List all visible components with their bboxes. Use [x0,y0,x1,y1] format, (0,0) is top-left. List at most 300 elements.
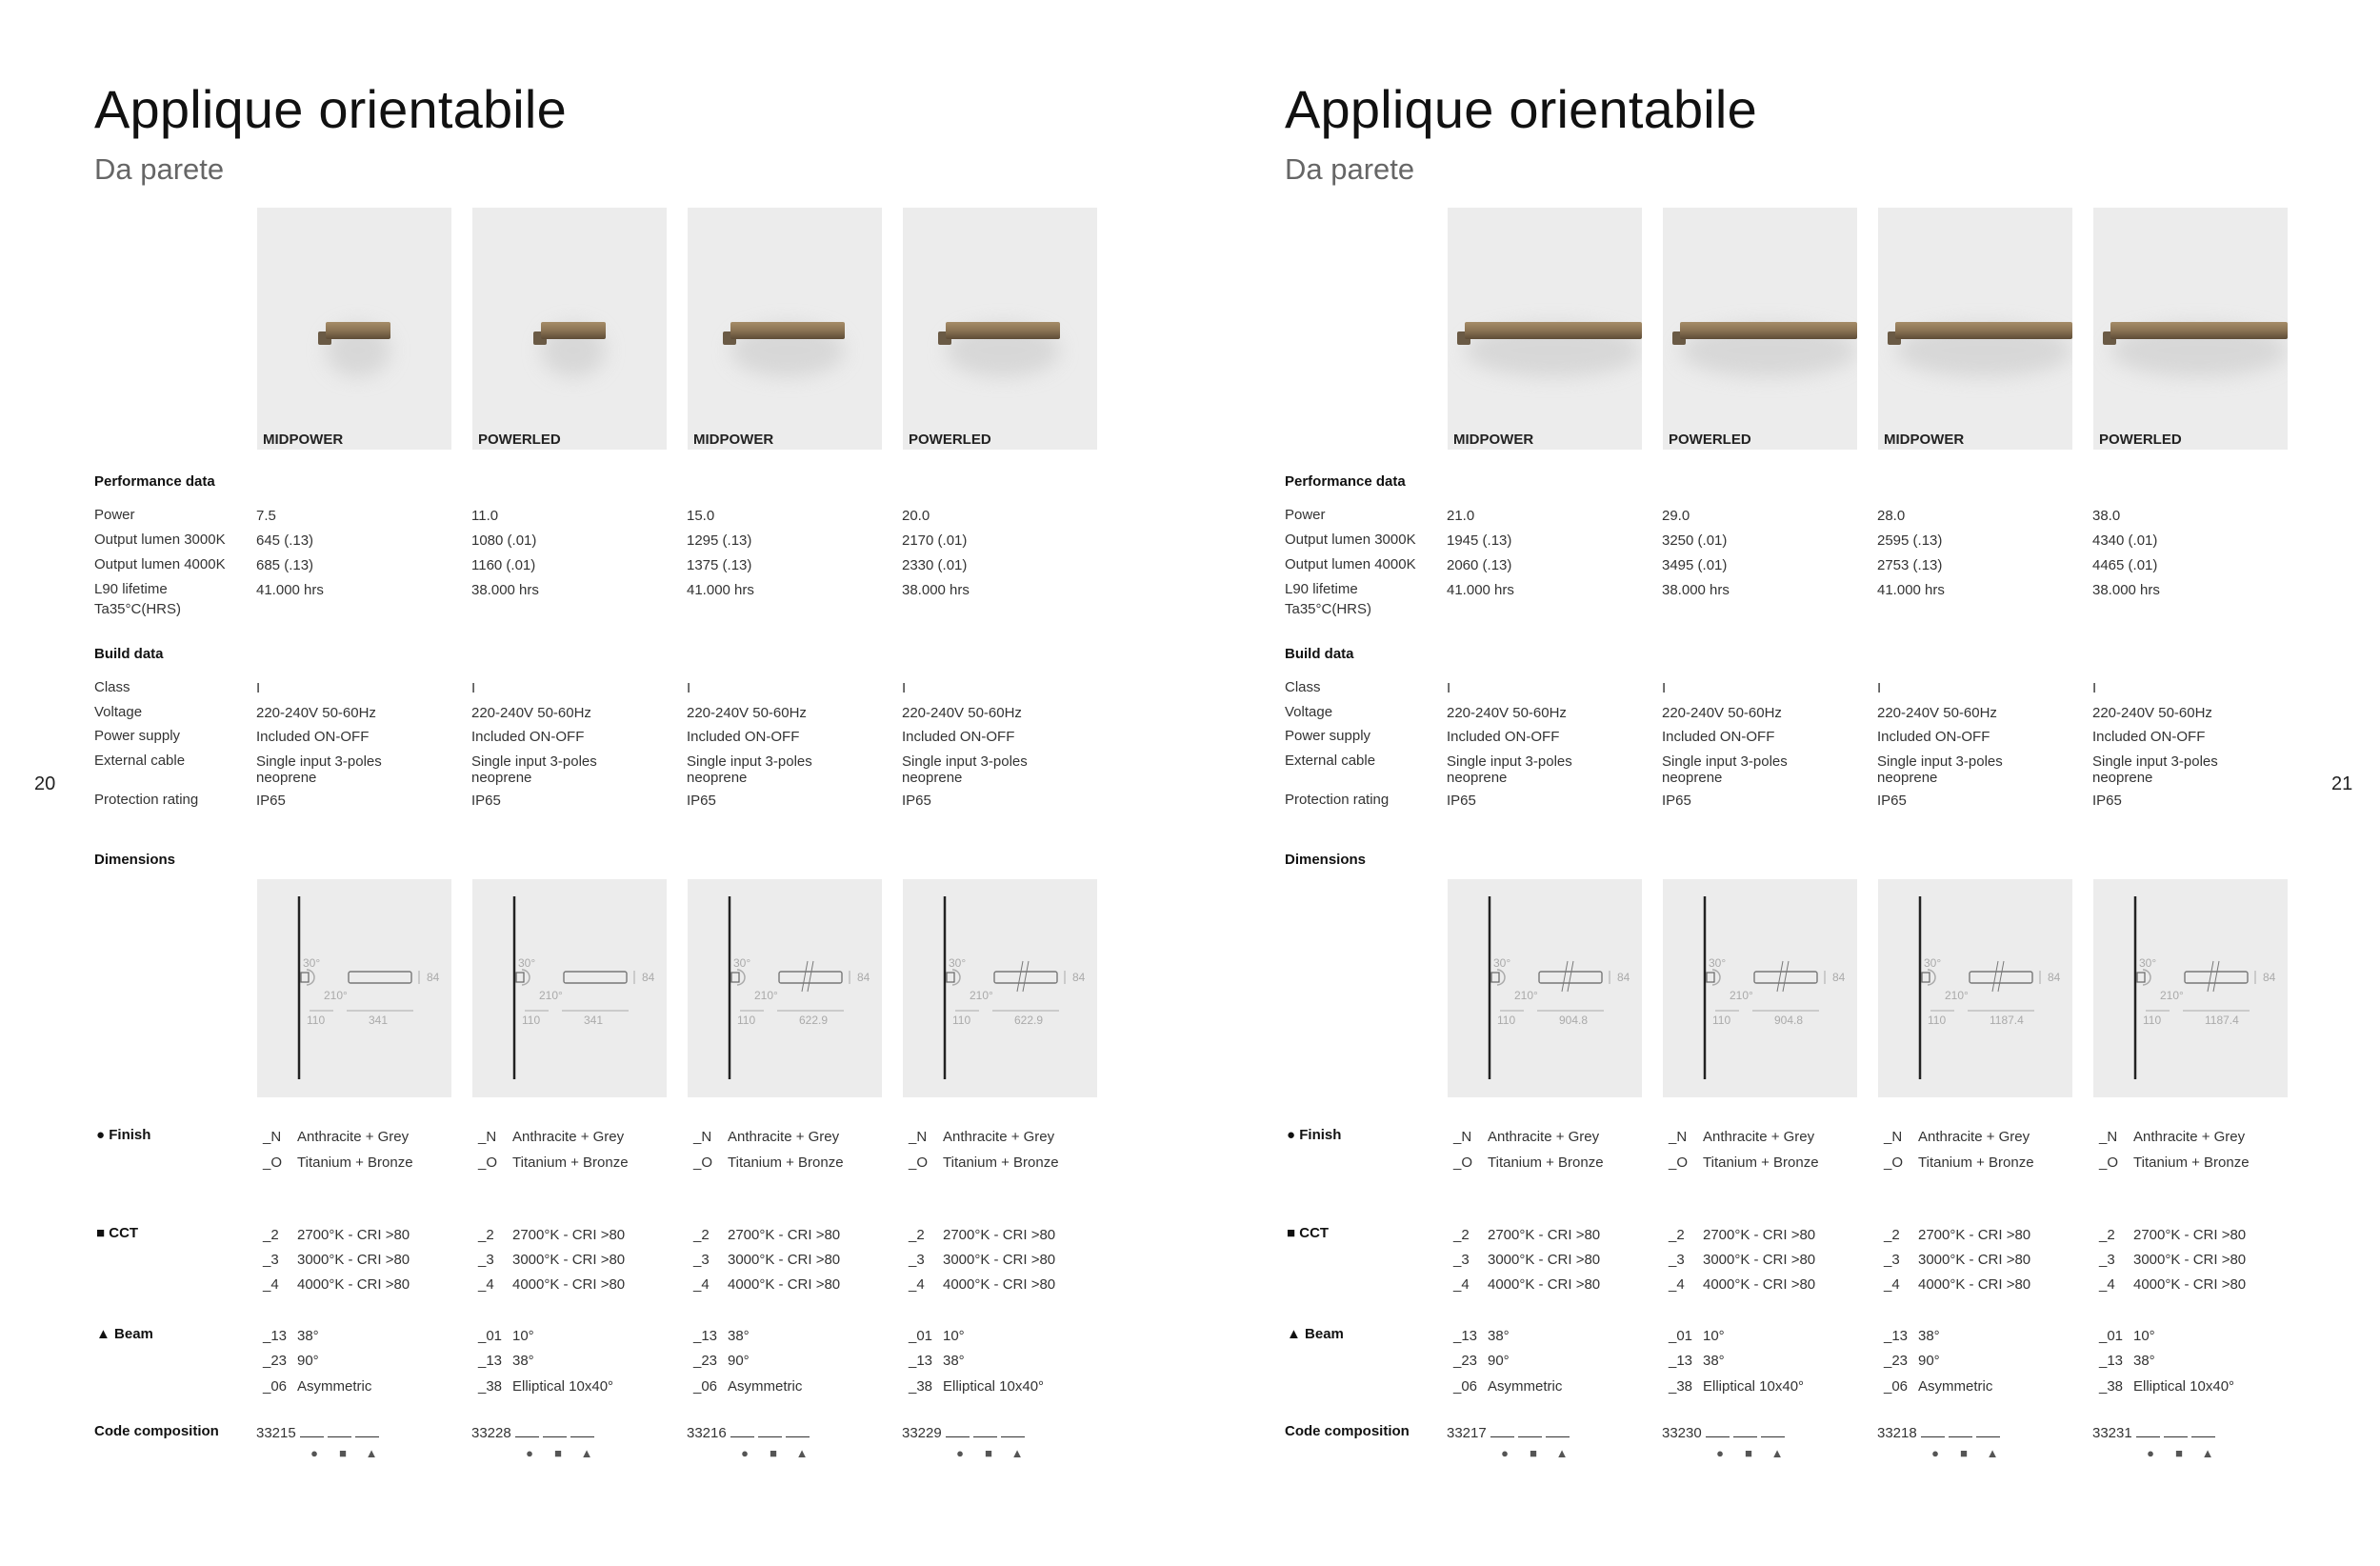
code-blank [786,1425,810,1437]
finish-label: Finish [1299,1127,1342,1143]
finish-option-code: _O [263,1154,283,1171]
product-photo [688,208,882,450]
cct-option-code: _2 [693,1227,710,1243]
performance-row-label: L90 lifetime [94,581,168,597]
perf-value-lifetime: 38.000 hrs [902,582,970,598]
dimension-drawing [688,879,882,1097]
dimension-value-len: 341 [369,1014,389,1027]
product-variant-label: MIDPOWER [693,432,774,448]
finish-option-value: Titanium + Bronze [2133,1154,2250,1171]
code-blank [543,1425,567,1437]
dimension-value-d: 110 [522,1014,541,1027]
perf-value-power: 15.0 [687,508,715,524]
finish-option-value: Titanium + Bronze [297,1154,413,1171]
build-row-label: Protection rating [1285,792,1390,808]
build-value-cable1: Single input 3-poles [1447,753,1572,770]
joint [301,973,309,982]
build-value-class: I [1662,680,1667,696]
cct-option-code: _2 [1453,1227,1470,1243]
product-variant-label: POWERLED [1669,432,1751,448]
dimension-value-h: 84 [2048,971,2061,984]
cct-option-code: _2 [263,1227,279,1243]
perf-value-lumen4000: 2060 (.13) [1447,557,1512,573]
joint [1922,973,1930,982]
perf-value-lumen3000: 1945 (.13) [1447,532,1512,549]
break-line [2213,961,2219,992]
code-blank [1001,1425,1025,1437]
build-row-label: Voltage [94,704,143,720]
code-blank [1733,1425,1757,1437]
beam-option-value: Elliptical 10x40° [943,1378,1045,1395]
dimension-value-a210: 210° [970,989,993,1002]
beam-option-code: _23 [1453,1353,1478,1369]
build-value-cable2: neoprene [1447,770,1508,786]
page-title: Applique orientabile [94,79,567,139]
cct-option-code: _2 [478,1227,494,1243]
dimension-value-h: 84 [427,971,440,984]
finish-option-code: _N [909,1129,928,1145]
dimension-value-h: 84 [1832,971,1846,984]
beam-option-value: 38° [1488,1328,1510,1344]
build-value-cable1: Single input 3-poles [471,753,597,770]
finish-option-code: _N [1884,1129,1903,1145]
finish-option-value: Titanium + Bronze [1918,1154,2034,1171]
cct-option-code: _4 [2099,1276,2115,1293]
cct-option-value: 4000°K - CRI >80 [943,1276,1056,1293]
build-value-supply: Included ON-OFF [471,729,585,745]
lamp-bar [1465,322,1642,339]
perf-value-lifetime: 38.000 hrs [1662,582,1730,598]
dimension-value-a210: 210° [2160,989,2184,1002]
build-value-cable1: Single input 3-poles [256,753,382,770]
perf-value-lumen3000: 2595 (.13) [1877,532,1943,549]
finish-option-code: _O [1884,1154,1904,1171]
beam-option-value: 10° [1703,1328,1725,1344]
cct-option-code: _3 [1669,1252,1685,1268]
circle-icon: ● [310,1446,318,1460]
dimension-value-h: 84 [2263,971,2276,984]
beam-option-code: _06 [263,1378,288,1395]
dimension-value-len: 341 [584,1014,604,1027]
build-row-label: Protection rating [94,792,199,808]
cct-option-heading [96,1225,138,1241]
code-blank [758,1425,782,1437]
perf-value-power: 11.0 [471,508,499,524]
cct-option-value: 2700°K - CRI >80 [1703,1227,1816,1243]
beam-option-value: 38° [1918,1328,1940,1344]
triangle-icon: ▲ [795,1446,809,1460]
cct-option-value: 3000°K - CRI >80 [943,1252,1056,1268]
code-composition [1662,1425,1785,1441]
joint [1491,973,1499,982]
perf-value-lumen4000: 685 (.13) [256,557,314,573]
build-value-class: I [902,680,907,696]
build-value-cable2: neoprene [1662,770,1723,786]
build-row-label: Class [1285,679,1321,695]
circle-icon: ● [96,1127,106,1143]
joint [947,973,954,982]
perf-value-lifetime: 41.000 hrs [1877,582,1945,598]
dimension-value-d: 110 [2143,1014,2162,1027]
product-code: 33231 [2092,1425,2132,1441]
break-line [1568,961,1573,992]
lamp-bar [2110,322,2288,339]
finish-option-code: _N [2099,1129,2118,1145]
page-title: Applique orientabile [1285,79,1757,139]
bar-outline [349,972,411,983]
lamp-bar [1895,322,2072,339]
performance-data-heading: Performance data [94,473,215,490]
cct-option-value: 4000°K - CRI >80 [1918,1276,2031,1293]
beam-option-value: 38° [728,1328,750,1344]
cct-option-value: 3000°K - CRI >80 [2133,1252,2247,1268]
finish-option-code: _O [909,1154,929,1171]
performance-row-label: Power [1285,507,1326,523]
code-composition-heading: Code composition [1285,1423,1410,1439]
dimension-value-len: 904.8 [1559,1014,1589,1027]
product-variant-label: POWERLED [2099,432,2182,448]
dimension-value-a30: 30° [1709,956,1727,970]
build-value-supply: Included ON-OFF [1662,729,1775,745]
build-data-heading: Build data [94,646,164,662]
cct-option-value: 2700°K - CRI >80 [1488,1227,1601,1243]
cct-option-value: 3000°K - CRI >80 [512,1252,626,1268]
code-composition [2092,1425,2215,1441]
lamp-bar [541,322,606,339]
perf-value-lumen3000: 1080 (.01) [471,532,537,549]
finish-option-value: Anthracite + Grey [1918,1129,2030,1145]
build-value-cable1: Single input 3-poles [2092,753,2218,770]
beam-option-code: _13 [263,1328,288,1344]
dimension-drawing [1663,879,1857,1097]
perf-value-lumen4000: 4465 (.01) [2092,557,2158,573]
product-photo [1663,208,1857,450]
product-photo [1878,208,2072,450]
beam-option-code: _13 [1884,1328,1909,1344]
cct-option-code: _4 [693,1276,710,1293]
build-row-label: External cable [1285,753,1376,769]
product-variant-label: POWERLED [909,432,991,448]
product-photo [2093,208,2288,450]
beam-option-code: _38 [2099,1378,2124,1395]
perf-value-lumen3000: 645 (.13) [256,532,314,549]
dimension-value-h: 84 [1617,971,1630,984]
build-value-class: I [471,680,476,696]
product-code: 33215 [256,1425,296,1441]
beam-option-code: _23 [693,1353,718,1369]
triangle-icon: ▲ [1287,1326,1301,1342]
beam-option-code: _13 [2099,1353,2124,1369]
perf-value-lumen3000: 1295 (.13) [687,532,752,549]
beam-option-value: 38° [943,1353,965,1369]
beam-option-code: _06 [693,1378,718,1395]
finish-option-code: _O [693,1154,713,1171]
cct-option-value: 2700°K - CRI >80 [2133,1227,2247,1243]
dimension-value-a210: 210° [1730,989,1753,1002]
circle-icon: ● [1501,1446,1509,1460]
square-icon: ■ [1745,1446,1752,1460]
beam-option-code: _13 [1669,1353,1693,1369]
perf-value-lumen3000: 3250 (.01) [1662,532,1728,549]
finish-option-value: Anthracite + Grey [512,1129,625,1145]
build-value-supply: Included ON-OFF [687,729,800,745]
beam-option-code: _01 [478,1328,503,1344]
perf-value-lumen3000: 4340 (.01) [2092,532,2158,549]
square-icon: ■ [339,1446,347,1460]
circle-icon: ● [956,1446,964,1460]
square-icon: ■ [2175,1446,2183,1460]
build-value-protection: IP65 [902,793,931,809]
dimension-value-a30: 30° [2139,956,2157,970]
dimension-value-len: 1187.4 [1990,1014,2024,1027]
build-value-voltage: 220-240V 50-60Hz [471,705,591,721]
page-subtitle: Da parete [1285,152,1415,186]
dimension-value-d: 110 [1928,1014,1947,1027]
code-blank [570,1425,594,1437]
performance-row-label: Ta35°C(HRS) [94,601,182,617]
finish-option-code: _N [693,1129,712,1145]
triangle-icon: ▲ [1555,1446,1569,1460]
product-code: 33216 [687,1425,727,1441]
beam-option-value: 38° [1703,1353,1725,1369]
code-markers [515,1446,601,1460]
triangle-icon: ▲ [1770,1446,1784,1460]
circle-icon: ● [2147,1446,2154,1460]
code-blank [2136,1425,2160,1437]
cct-option-value: 4000°K - CRI >80 [728,1276,841,1293]
triangle-icon: ▲ [1986,1446,1999,1460]
perf-value-lifetime: 38.000 hrs [471,582,539,598]
beam-option-code: _38 [478,1378,503,1395]
build-value-class: I [256,680,261,696]
beam-label: Beam [114,1326,153,1342]
beam-option-code: _01 [2099,1328,2124,1344]
finish-option-code: _O [2099,1154,2119,1171]
dimension-value-d: 110 [1497,1014,1516,1027]
beam-option-value: 10° [943,1328,965,1344]
product-photo [903,208,1097,450]
build-value-cable1: Single input 3-poles [1877,753,2003,770]
dimension-drawing [257,879,451,1097]
finish-option-heading [1287,1127,1341,1143]
beam-option-code: _01 [909,1328,933,1344]
lamp-bar [946,322,1060,339]
build-row-label: External cable [94,753,186,769]
performance-row-label: Output lumen 3000K [1285,532,1416,548]
beam-option-code: _38 [909,1378,933,1395]
circle-icon: ● [526,1446,533,1460]
dimension-value-len: 904.8 [1774,1014,1804,1027]
beam-option-value: Asymmetric [297,1378,372,1395]
cct-option-code: _3 [478,1252,494,1268]
product-photo [472,208,667,450]
cct-option-value: 2700°K - CRI >80 [943,1227,1056,1243]
dimension-drawing [1878,879,2072,1097]
break-line [2208,961,2213,992]
performance-row-label: L90 lifetime [1285,581,1358,597]
product-variant-label: MIDPOWER [1884,432,1965,448]
perf-value-power: 38.0 [2092,508,2121,524]
dimension-value-a30: 30° [1924,956,1942,970]
perf-value-lumen4000: 3495 (.01) [1662,557,1728,573]
perf-value-power: 29.0 [1662,508,1690,524]
square-icon: ■ [1530,1446,1537,1460]
product-variant-label: MIDPOWER [263,432,344,448]
dimensions-heading: Dimensions [1285,852,1367,868]
product-variant-label: MIDPOWER [1453,432,1534,448]
code-composition [1877,1425,2000,1441]
build-value-voltage: 220-240V 50-60Hz [687,705,807,721]
page-subtitle: Da parete [94,152,225,186]
circle-icon: ● [1287,1127,1296,1143]
cct-option-value: 3000°K - CRI >80 [1918,1252,2031,1268]
build-value-protection: IP65 [2092,793,2122,809]
finish-option-code: _O [1669,1154,1689,1171]
code-blank [730,1425,754,1437]
finish-option-value: Anthracite + Grey [1488,1129,1600,1145]
finish-option-code: _N [263,1129,282,1145]
lamp-bar [1680,322,1857,339]
performance-row-label: Output lumen 4000K [94,556,226,572]
square-icon: ■ [554,1446,562,1460]
beam-option-code: _13 [478,1353,503,1369]
dimension-value-a30: 30° [518,956,536,970]
cct-option-code: _2 [2099,1227,2115,1243]
dimension-value-h: 84 [857,971,870,984]
beam-option-code: _23 [1884,1353,1909,1369]
joint [516,973,524,982]
triangle-icon: ▲ [365,1446,378,1460]
build-value-cable2: neoprene [2092,770,2153,786]
code-blank [2191,1425,2215,1437]
beam-option-value: Asymmetric [1918,1378,1993,1395]
build-value-protection: IP65 [471,793,501,809]
beam-option-code: _06 [1884,1378,1909,1395]
dimension-value-d: 110 [1712,1014,1731,1027]
cct-option-value: 4000°K - CRI >80 [1488,1276,1601,1293]
build-row-label: Power supply [1285,728,1371,744]
beam-option-code: _13 [693,1328,718,1344]
finish-option-code: _N [1453,1129,1472,1145]
beam-option-value: 38° [297,1328,319,1344]
code-markers [1490,1446,1576,1460]
build-data-heading: Build data [1285,646,1354,662]
cct-option-value: 2700°K - CRI >80 [728,1227,841,1243]
cct-option-heading [1287,1225,1329,1241]
dimension-value-a210: 210° [324,989,348,1002]
dimension-value-a30: 30° [1493,956,1511,970]
perf-value-lumen3000: 2170 (.01) [902,532,968,549]
product-photo [257,208,451,450]
dimension-value-len: 1187.4 [2205,1014,2239,1027]
circle-icon: ● [1931,1446,1939,1460]
finish-option-value: Titanium + Bronze [728,1154,844,1171]
build-value-cable2: neoprene [902,770,963,786]
code-blank [355,1425,379,1437]
finish-option-value: Anthracite + Grey [297,1129,410,1145]
finish-option-value: Anthracite + Grey [2133,1129,2246,1145]
build-value-voltage: 220-240V 50-60Hz [902,705,1022,721]
cct-option-value: 2700°K - CRI >80 [512,1227,626,1243]
beam-option-value: 38° [512,1353,534,1369]
cct-option-code: _3 [693,1252,710,1268]
code-composition-heading: Code composition [94,1423,219,1439]
cct-option-code: _3 [1453,1252,1470,1268]
triangle-icon: ▲ [96,1326,110,1342]
break-line [808,961,813,992]
break-line [802,961,808,992]
page-number: 20 [34,773,56,794]
code-blank [1490,1425,1514,1437]
cct-option-code: _4 [263,1276,279,1293]
finish-option-code: _N [1669,1129,1688,1145]
build-value-cable1: Single input 3-poles [1662,753,1788,770]
perf-value-lumen4000: 2330 (.01) [902,557,968,573]
build-value-supply: Included ON-OFF [1877,729,1990,745]
build-value-voltage: 220-240V 50-60Hz [1662,705,1782,721]
joint [2137,973,2145,982]
cct-option-code: _3 [909,1252,925,1268]
finish-option-value: Titanium + Bronze [943,1154,1059,1171]
joint [1707,973,1714,982]
product-code: 33228 [471,1425,511,1441]
perf-value-lifetime: 41.000 hrs [256,582,324,598]
perf-value-power: 28.0 [1877,508,1906,524]
code-composition [902,1425,1025,1441]
beam-option-value: Elliptical 10x40° [1703,1378,1805,1395]
catalog-page-right [1190,0,2380,1566]
cct-option-value: 3000°K - CRI >80 [1488,1252,1601,1268]
build-value-supply: Included ON-OFF [2092,729,2206,745]
build-value-voltage: 220-240V 50-60Hz [256,705,376,721]
code-blank [1921,1425,1945,1437]
build-value-cable1: Single input 3-poles [687,753,812,770]
cct-label: CCT [1299,1225,1330,1241]
performance-row-label: Output lumen 3000K [94,532,226,548]
code-blank [1976,1425,2000,1437]
break-line [1777,961,1783,992]
performance-row-label: Ta35°C(HRS) [1285,601,1372,617]
dimension-drawing [903,879,1097,1097]
performance-row-label: Output lumen 4000K [1285,556,1416,572]
product-code: 33218 [1877,1425,1917,1441]
finish-option-value: Titanium + Bronze [512,1154,629,1171]
cct-option-value: 4000°K - CRI >80 [2133,1276,2247,1293]
code-markers [946,1446,1031,1460]
build-value-cable2: neoprene [256,770,317,786]
beam-option-value: 90° [1918,1353,1940,1369]
dimension-value-d: 110 [952,1014,971,1027]
perf-value-lifetime: 41.000 hrs [1447,582,1514,598]
beam-option-heading [96,1326,153,1342]
page-number: 21 [2331,773,2353,794]
code-composition [256,1425,379,1441]
code-blank [1949,1425,1972,1437]
code-markers [2136,1446,2222,1460]
cct-option-code: _3 [2099,1252,2115,1268]
finish-option-code: _O [1453,1154,1473,1171]
dimension-value-a210: 210° [1514,989,1538,1002]
beam-option-code: _01 [1669,1328,1693,1344]
code-blank [300,1425,324,1437]
product-variant-label: POWERLED [478,432,561,448]
code-blank [1546,1425,1570,1437]
dimension-drawing [472,879,667,1097]
beam-option-value: Elliptical 10x40° [2133,1378,2235,1395]
build-value-protection: IP65 [687,793,716,809]
build-value-protection: IP65 [1447,793,1476,809]
perf-value-power: 21.0 [1447,508,1475,524]
